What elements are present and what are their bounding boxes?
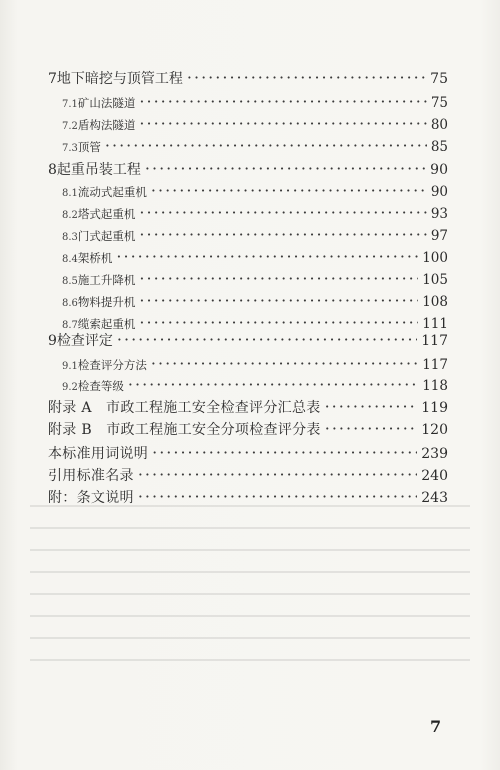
toc-section-entry [62,203,448,225]
toc-entry-page: 80 [430,117,448,133]
toc-entry-title: 起重吊装工程 [56,162,141,178]
dot-leader [139,291,418,310]
toc-entry-page: 119 [421,400,448,416]
toc-entry-title: 物料提升机 [77,295,136,309]
toc-entry-title: 顶管 [77,140,101,154]
toc-entry-number: 8.3 [62,232,78,243]
toc-entry-page: 120 [421,422,448,438]
dot-leader [139,114,426,133]
toc-section-entry [62,114,448,136]
toc-entry-title: 架桥机 [77,251,113,265]
toc-entry-page: 117 [422,357,448,373]
dot-leader [187,68,426,87]
toc-section-entry [62,136,448,158]
toc-entry-number: 8 [48,162,57,178]
toc-appendix-entry [48,487,448,509]
toc-chapter-entry [48,330,448,352]
toc-section-entry [62,247,448,269]
toc-entry-title: 附录 B 市政工程施工安全分项检查评分表 [48,422,321,438]
toc-section-entry [62,291,448,313]
toc-entry-title: 引用标准名录 [48,468,134,484]
toc-entry-title: 塔式起重机 [77,207,136,221]
dot-leader [117,330,417,349]
toc-entry-number: 7 [48,71,57,87]
toc-entry-title: 流动式起重机 [77,185,147,199]
dot-leader [325,419,418,438]
toc-entry-page: 90 [430,162,448,178]
dot-leader [151,181,427,200]
toc-entry-title: 施工升降机 [77,273,136,287]
toc-entry-page: 90 [430,184,448,200]
page-number: 7 [430,717,442,736]
toc-entry-title: 矿山法隧道 [77,96,136,110]
dot-leader [145,159,426,178]
dot-leader [139,92,426,111]
toc-entry-number: 7.3 [62,143,78,154]
show-through-text [30,505,470,705]
toc-entry-title: 地下暗挖与顶管工程 [56,71,183,87]
toc-section-entry [62,225,448,247]
toc-chapter-entry [48,68,448,90]
toc-entry-title: 缆索起重机 [77,317,136,331]
toc-entry-number: 8.5 [62,276,78,287]
toc-appendix-entry [48,443,448,465]
toc-entry-page: 239 [421,446,448,462]
toc-entry-page: 75 [430,71,448,87]
toc-entry-page: 100 [422,250,448,266]
toc-entry-page: 97 [430,228,448,244]
toc-entry-page: 118 [422,378,448,394]
toc-chapter-entry [48,159,448,181]
dot-leader [325,397,418,416]
toc-entry-page: 85 [430,139,448,155]
toc-entry-title: 附：条文说明 [48,490,134,506]
toc-entry-number: 7.1 [62,99,78,110]
toc-entry-page: 108 [422,294,448,310]
dot-leader [138,465,417,484]
toc-entry-number: 8.4 [62,254,78,265]
toc-appendix-entry [48,397,448,419]
toc-entry-number: 9.2 [62,382,78,393]
toc-entry-page: 93 [430,206,448,222]
dot-leader [139,225,426,244]
toc-entry-page: 117 [421,333,448,349]
toc-section-entry [62,92,448,114]
toc-entry-number: 8.2 [62,210,78,221]
toc-entry-page: 75 [430,95,448,111]
toc-entry-number: 9.1 [62,361,78,372]
toc-entry-title: 盾构法隧道 [77,118,136,132]
toc-section-entry [62,354,448,376]
dot-leader [128,375,418,394]
dot-leader [138,487,417,506]
dot-leader [152,443,417,462]
toc-entry-title: 检查评定 [56,333,113,349]
toc-section-entry [62,269,448,291]
toc-entry-number: 7.2 [62,121,78,132]
toc-entry-number: 8.7 [62,320,78,331]
toc-section-entry [62,181,448,203]
toc-entry-title: 检查评分方法 [77,358,147,372]
toc-entry-title: 本标准用词说明 [48,446,149,462]
toc-entry-number: 8.1 [62,188,78,199]
toc-entry-number: 9 [48,333,57,349]
dot-leader [139,203,426,222]
toc-entry-number: 8.6 [62,298,78,309]
toc-entry-page: 111 [422,316,448,332]
toc-entry-page: 240 [421,468,448,484]
dot-leader [105,136,427,155]
dot-leader [116,247,418,266]
toc-entry-title: 门式起重机 [77,229,136,243]
toc-entry-page: 243 [421,490,448,506]
toc-entry-title: 附录 A 市政工程施工安全检查评分汇总表 [48,400,321,416]
toc-entry-page: 105 [422,272,448,288]
toc-entry-title: 检查等级 [77,379,124,393]
toc-appendix-entry [48,419,448,441]
toc-section-entry [62,375,448,397]
dot-leader [151,354,418,373]
toc-appendix-entry [48,465,448,487]
dot-leader [139,269,418,288]
